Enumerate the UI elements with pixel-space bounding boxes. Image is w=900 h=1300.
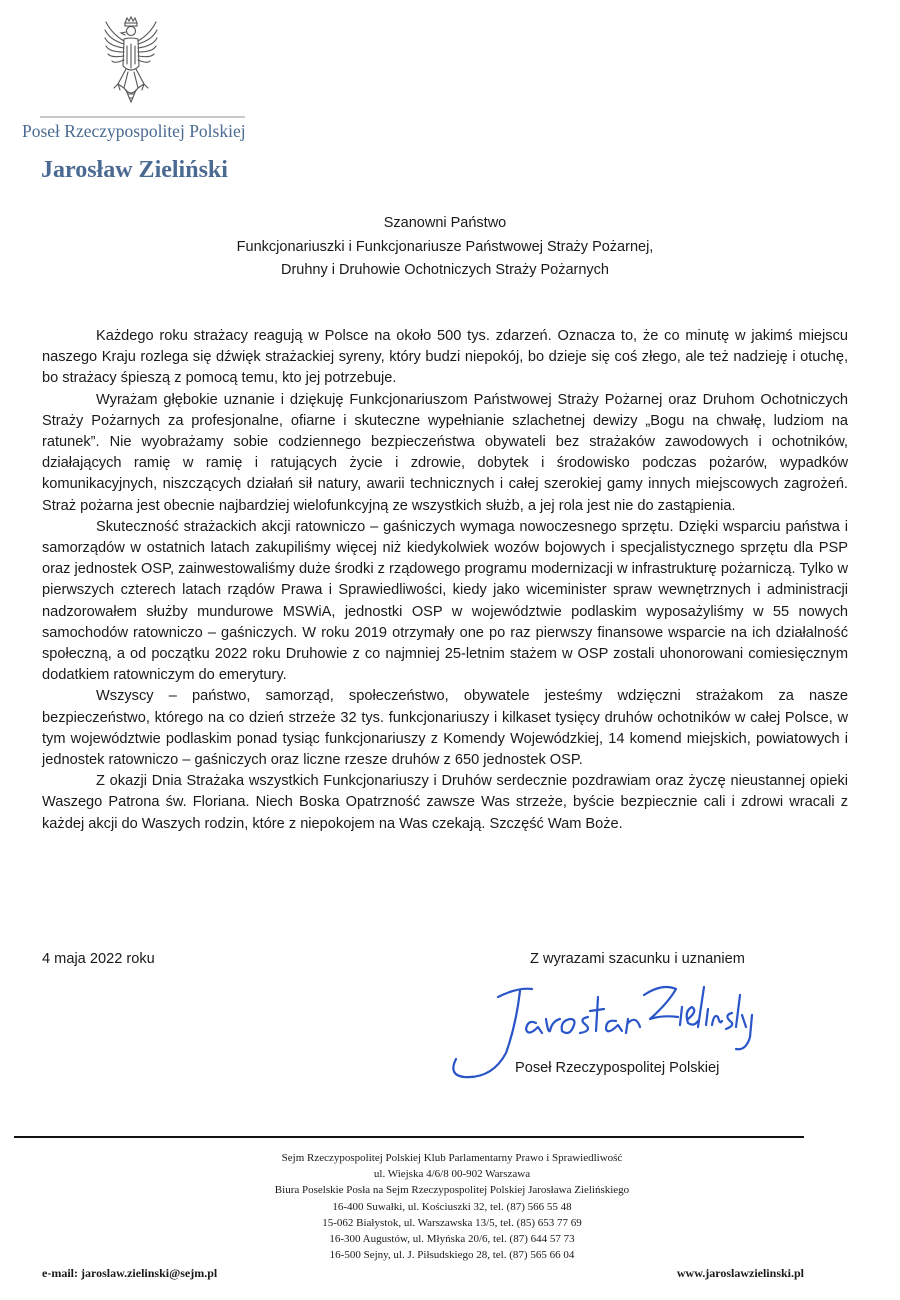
body-paragraph: Każdego roku strażacy reagują w Polsce na około 500 tys. zdarzeń. Oznacza to, że co minutę w jakimś miejscu naszego Kraju rozlega się dźwięk strażackiej syreny, który budzi niepokój, bo dzieje się coś złego, ale też nadzieję i otuchę, bo strażacy śpieszą z pomocą temu, kto jej potrzebuje. xyxy=(42,328,848,387)
salutation-line: Druhny i Druhowie Ochotniczych Straży Pożarnych xyxy=(281,262,609,278)
salutation xyxy=(0,212,890,283)
footer-line: 16-500 Sejny, ul. J. Piłsudskiego 28, tel. (87) 565 66 04 xyxy=(329,1249,575,1262)
salutation-line: Szanowni Państwo xyxy=(383,215,507,231)
footer-line: 16-300 Augustów, ul. Młyńska 20/6, tel. (87) 644 57 73 xyxy=(329,1233,575,1246)
body-paragraph: Wszyscy – państwo, samorząd, społeczeństwo, obywatele jesteśmy wdzięczni strażakom za nasze bezpieczeństwo, którego na co dzień strzeże 32 tys. funkcjonariuszy i kilkaset tysięcy druhów ochotników w całej Polsce, w tym województwie podlaskim ponad tysiąc funkcjonariuszy z Komendy Wojewódzkiej, 14 komend miejskich, powiatowych i jednostek ratowniczo – gaśniczych oraz liczne rzesze druhów z 650 jednostek OSP. xyxy=(42,688,848,769)
footer-line: 15-062 Białystok, ul. Warszawska 13/5, tel. (85) 653 77 69 xyxy=(322,1216,582,1229)
office-title: Poseł Rzeczypospolitej Polskiej xyxy=(22,121,246,141)
mp-name: Jarosław Zieliński xyxy=(41,157,228,183)
letter-body xyxy=(42,326,848,835)
footer-line: 16-400 Suwałki, ul. Kościuszki 32, tel. (87) 566 55 48 xyxy=(332,1200,572,1213)
body-paragraph: Z okazji Dnia Strażaka wszystkich Funkcjonariuszy i Druhów serdecznie pozdrawiam oraz życzę nieustannej opieki Waszego Patrona św. Floriana. Niech Boska Opatrzność zawsze Was strzeże, byście bezpiecznie cali i zdrowi wracali z każdej akcji do Waszych rodzin, które z niepokojem na Was czekają. Szczęść Wam Boże. xyxy=(42,773,848,832)
header-rule xyxy=(40,116,245,118)
letter-date: 4 maja 2022 roku xyxy=(42,951,155,967)
footer-website: www.jaroslawzielinski.pl xyxy=(676,1266,804,1280)
salutation-line: Funkcjonariuszki i Funkcjonariusze Państwowej Straży Pożarnej, xyxy=(236,238,654,255)
polish-eagle-emblem-icon xyxy=(104,14,158,106)
body-paragraph: Skuteczność strażackich akcji ratowniczo – gaśniczych wymaga nowoczesnego sprzętu. Dzięki wsparciu państwa i samorządów w ostatnich latach zakupiliśmy więcej niż kiedykolwiek wozów bojowych i specjalistycznego sprzętu dla PSP oraz jednostek OSP, zainwestowaliśmy duże środki z rządowego programu modernizacji w infrastrukturę pożarniczą. Tylko w pierwszych czterech latach rządów Prawa i Sprawiedliwości, kiedy jako wiceminister spraw wewnętrznych i administracji nadzorowałem służby mundurowe MSWiA, jednostki OSP w województwie podlaskim wyposażyliśmy w 55 nowych samochodów ratowniczo – gaśniczych. W roku 2019 otrzymały one po raz pierwszy finansowe wsparcie na ich działalność społeczną, a od początku 2022 roku Druhowie z co najmniej 25-letnim stażem w OSP zostali uhonorowani comiesięcznym dodatkiem ratowniczym do emerytury. xyxy=(42,518,848,684)
footer-rule xyxy=(14,1136,804,1138)
footer-line: Biura Poselskie Posła na Sejm Rzeczypospolitej Polskiej Jarosława Zielińskiego xyxy=(274,1184,630,1197)
closing-line: Z wyrazami szacunku i uznaniem xyxy=(530,951,745,967)
body-paragraph: Wyrażam głębokie uznanie i dziękuję Funkcjonariuszom Państwowej Straży Pożarnej oraz Druhom Ochotniczych Straży Pożarnych za profesjonalne, ofiarne i skuteczne wypełnianie szlachetnej dewizy „Bogu na chwałę, ludziom na ratunek”. Nie wyobrażamy sobie codziennego bezpieczeństwa obywateli bez strażaków zawodowych i ochotników, działających ramię w ramię i ratujących życie i zdrowie, dobytek i środowisko podczas pożarów, wypadków komunikacyjnych, niszczących działań sił natury, awarii technicznych i całej szerokiej gamy innych miejscowych zagrożeń. Straż pożarna jest obecnie najbardziej wielofunkcyjną ze wszystkich służb, a jej rola jest nie do zastąpienia. xyxy=(42,391,848,514)
footer-address-block xyxy=(0,1150,900,1263)
footer-line: ul. Wiejska 4/6/8 00-902 Warszawa xyxy=(373,1168,531,1181)
footer-line: Sejm Rzeczypospolitej Polskiej Klub Parlamentarny Prawo i Sprawiedliwość xyxy=(281,1152,623,1164)
signatory-title: Poseł Rzeczypospolitej Polskiej xyxy=(515,1060,720,1076)
footer-email: e-mail: jaroslaw.zielinski@sejm.pl xyxy=(42,1266,218,1280)
